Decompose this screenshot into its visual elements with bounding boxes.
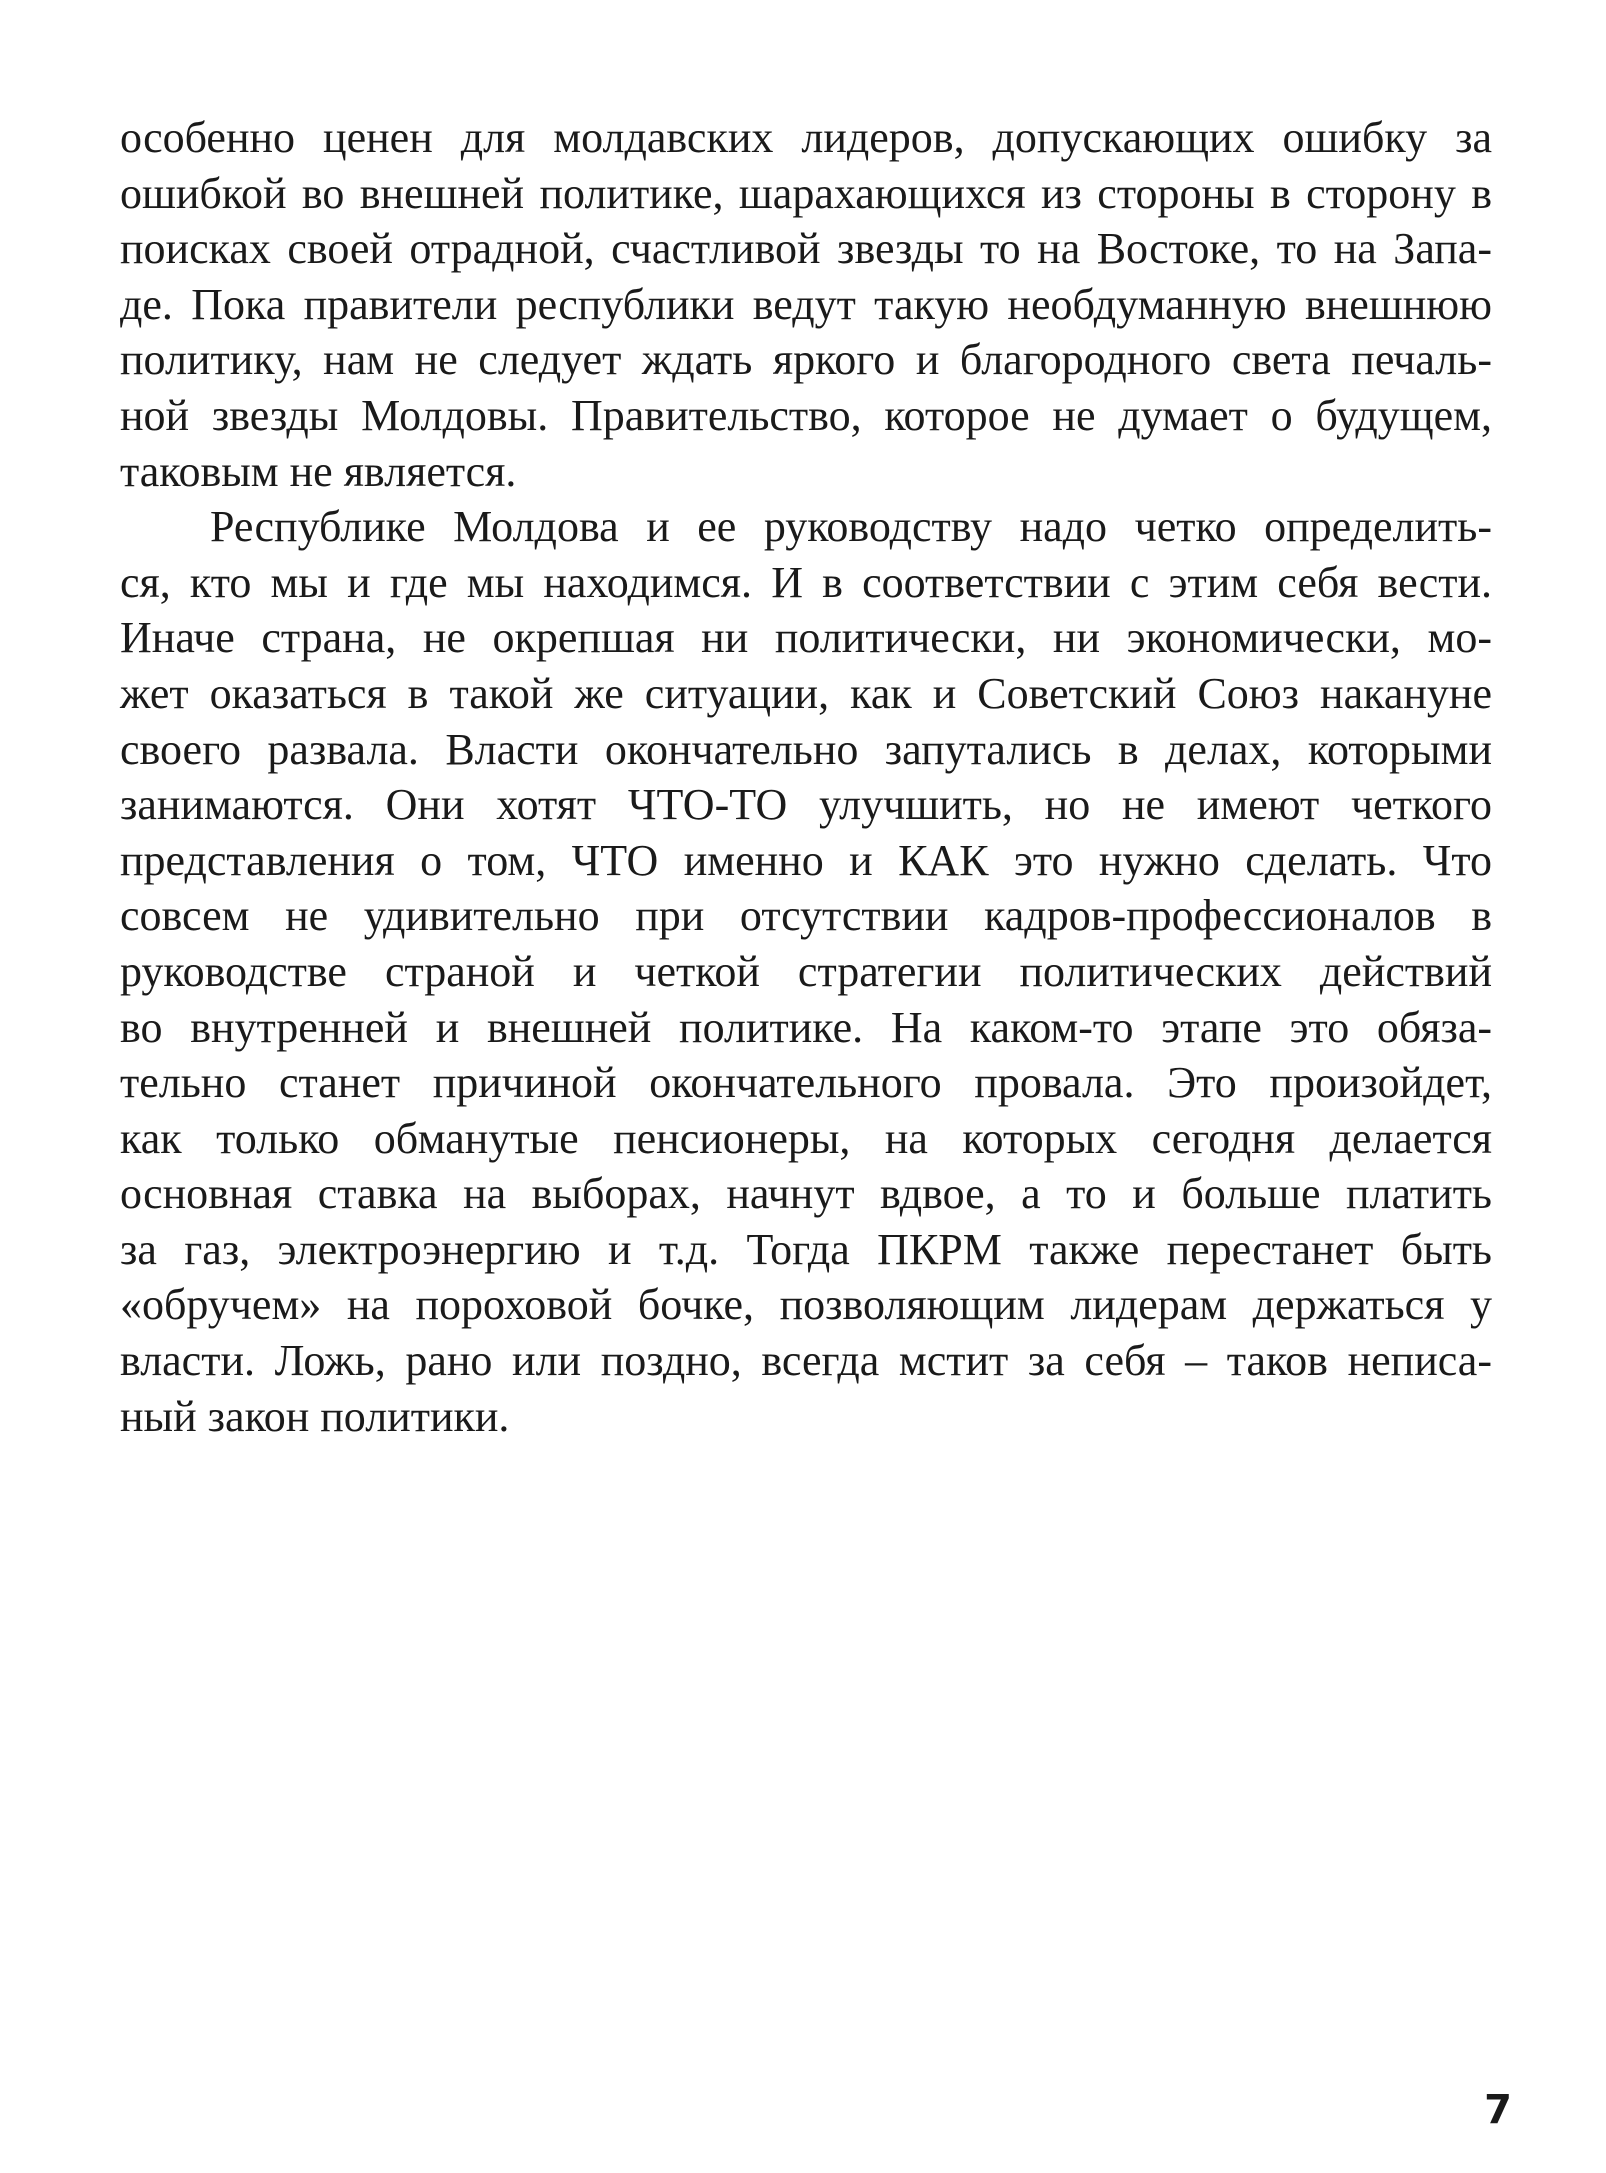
text-line: ной звезды Молдовы. Правительство, которое не думает о будущем, [120, 390, 1492, 440]
text-line: ся, кто мы и где мы находимся. И в соответствии с этим себя вести. [120, 557, 1492, 607]
body-text [120, 110, 1492, 1444]
text-line: своего развала. Власти окончательно запутались в делах, которыми [120, 724, 1492, 774]
text-line: жет оказаться в такой же ситуации, как и Советский Союз накануне [120, 668, 1492, 718]
text-line: руководстве страной и четкой стратегии политических действий [120, 946, 1492, 996]
text-line: де. Пока правители республики ведут такую необдуманную внешнюю [120, 279, 1492, 329]
text-line: совсем не удивительно при отсутствии кадров-профессионалов в [120, 891, 1492, 941]
text-line: Республике Молдова и ее руководству надо четко определить- [210, 502, 1492, 552]
text-line: во внутренней и внешней политике. На каком-то этапе это обяза- [120, 1002, 1492, 1052]
text-line: политику, нам не следует ждать яркого и благородного света печаль- [120, 335, 1492, 385]
text-line: особенно ценен для молдавских лидеров, допускающих ошибку за [120, 113, 1492, 162]
text-line: представления о том, ЧТО именно и КАК это нужно сделать. Что [120, 835, 1492, 885]
text-line: Иначе страна, не окрепшая ни политически, ни экономически, мо- [120, 613, 1492, 663]
text-line: тельно станет причиной окончательного провала. Это произойдет, [120, 1058, 1492, 1108]
text-line: за газ, электроэнергию и т.д. Тогда ПКРМ также перестанет быть [120, 1224, 1492, 1274]
text-line: как только обманутые пенсионеры, на которых сегодня делается [120, 1113, 1492, 1163]
text-line: власти. Ложь, рано или поздно, всегда мстит за себя – таков неписа- [120, 1336, 1492, 1386]
page-number: 7 [1484, 2087, 1512, 2133]
text-line: «обручем» на пороховой бочке, позволяющим лидерам держаться у [120, 1280, 1492, 1330]
text-line: занимаются. Они хотят ЧТО-ТО улучшить, но не имеют четкого [120, 780, 1492, 830]
text-line: ошибкой во внешней политике, шарахающихся из стороны в сторону в [120, 168, 1492, 218]
text-line: поисках своей отрадной, счастливой звезды то на Востоке, то на Запа- [120, 224, 1492, 274]
paragraph-1 [120, 110, 1492, 499]
text-line: таковым не является. [120, 446, 517, 496]
text-line: ный закон политики. [120, 1391, 510, 1441]
paragraph-2 [120, 499, 1492, 1444]
text-line: основная ставка на выборах, начнут вдвое, а то и больше платить [120, 1169, 1492, 1219]
